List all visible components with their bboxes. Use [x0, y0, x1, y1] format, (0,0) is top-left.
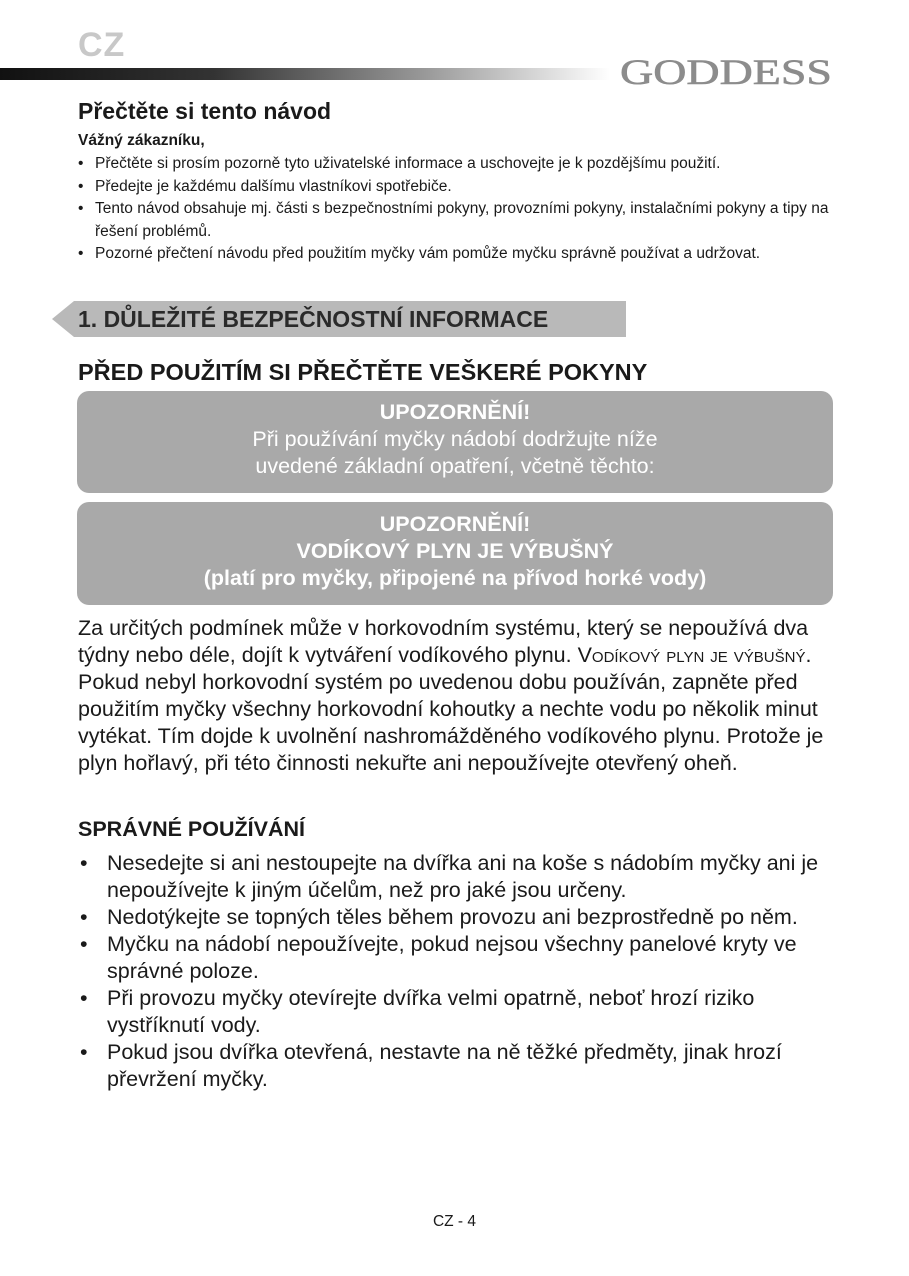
list-item: • Pokud jsou dvířka otevřená, nestavte na ně těžké předměty, jinak hrozí převržení myčky.: [78, 1039, 848, 1093]
intro-list: [78, 153, 848, 266]
warning-text-line: VODÍKOVÝ PLYN JE VÝBUŠNÝ: [296, 539, 614, 563]
list-item: • Myčku na nádobí nepoužívejte, pokud nejsou všechny panelové kryty ve správné poloze.: [78, 931, 848, 985]
list-item: • Při provozu myčky otevírejte dvířka velmi opatrně, neboť hrozí riziko vystříknutí vody.: [78, 985, 848, 1039]
section-title: 1. DŮLEŽITÉ BEZPEČNOSTNÍ INFORMACE: [78, 306, 549, 332]
list-item: • Pozorné přečtení návodu před použitím myčky vám pomůže myčku správně používat a udržovat.: [78, 243, 848, 266]
warning-title: UPOZORNĚNÍ!: [379, 400, 531, 424]
list-item: • Přečtěte si prosím pozorně tyto uživatelské informace a uschovejte je k pozdějšímu použití.: [78, 153, 848, 176]
warning-box-hydrogen: [77, 502, 833, 605]
proper-use-list: [78, 850, 848, 1093]
intro-title: Přečtěte si tento návod: [78, 98, 332, 124]
warning-box-general: [77, 391, 833, 493]
hydrogen-paragraph: [78, 615, 848, 777]
brand-logo-text: GODDESS: [620, 52, 832, 92]
paragraph-emphasis: Vodíkový plyn je výbušný: [577, 643, 806, 667]
header-gradient-bar: [0, 68, 610, 80]
language-code: CZ: [78, 26, 126, 64]
list-item: • Předejte je každému dalšímu vlastníkovi spotřebiče.: [78, 176, 848, 199]
warning-text-line: (platí pro myčky, připojené na přívod horké vody): [203, 566, 707, 590]
paragraph-text: . Pokud nebyl horkovodní systém po uvedenou dobu používán, zapněte před použitím myčky všechny horkovodní kohoutky a nechte vodu po několik minut vytékat. Tím dojde k uvolnění nashromážděného vodíkového plynu. Protože je plyn hořlavý, při této činnosti nekuřte ani nepoužívejte otevřený oheň.: [78, 643, 824, 775]
warning-title: UPOZORNĚNÍ!: [379, 512, 531, 536]
brand-logo: [616, 46, 836, 96]
warning-text-line: Při používání myčky nádobí dodržujte níže: [252, 427, 658, 451]
paragraph-text: Za určitých podmínek může v horkovodním systému, který se nepoužívá dva týdny nebo déle, dojít k vytváření vodíkového plynu.: [78, 616, 809, 667]
warning-text-line: uvedené základní opatření, včetně těchto:: [255, 454, 655, 478]
list-item: • Nesedejte si ani nestoupejte na dvířka ani na koše s nádobím myčky ani je nepoužívejte k jiným účelům, než pro jaké jsou určeny.: [78, 850, 848, 904]
before-use-heading: PŘED POUŽITÍM SI PŘEČTĚTE VEŠKERÉ POKYNY: [78, 359, 648, 385]
proper-use-heading: SPRÁVNÉ POUŽÍVÁNÍ: [78, 817, 305, 841]
page-number: CZ - 4: [432, 1213, 477, 1230]
list-item: • Nedotýkejte se topných těles během provozu ani bezprostředně po něm.: [78, 904, 848, 931]
salutation: Vážný zákazníku,: [78, 132, 205, 149]
list-item: • Tento návod obsahuje mj. části s bezpečnostními pokyny, provozními pokyny, instalačními pokyny a tipy na řešení problémů.: [78, 198, 848, 243]
